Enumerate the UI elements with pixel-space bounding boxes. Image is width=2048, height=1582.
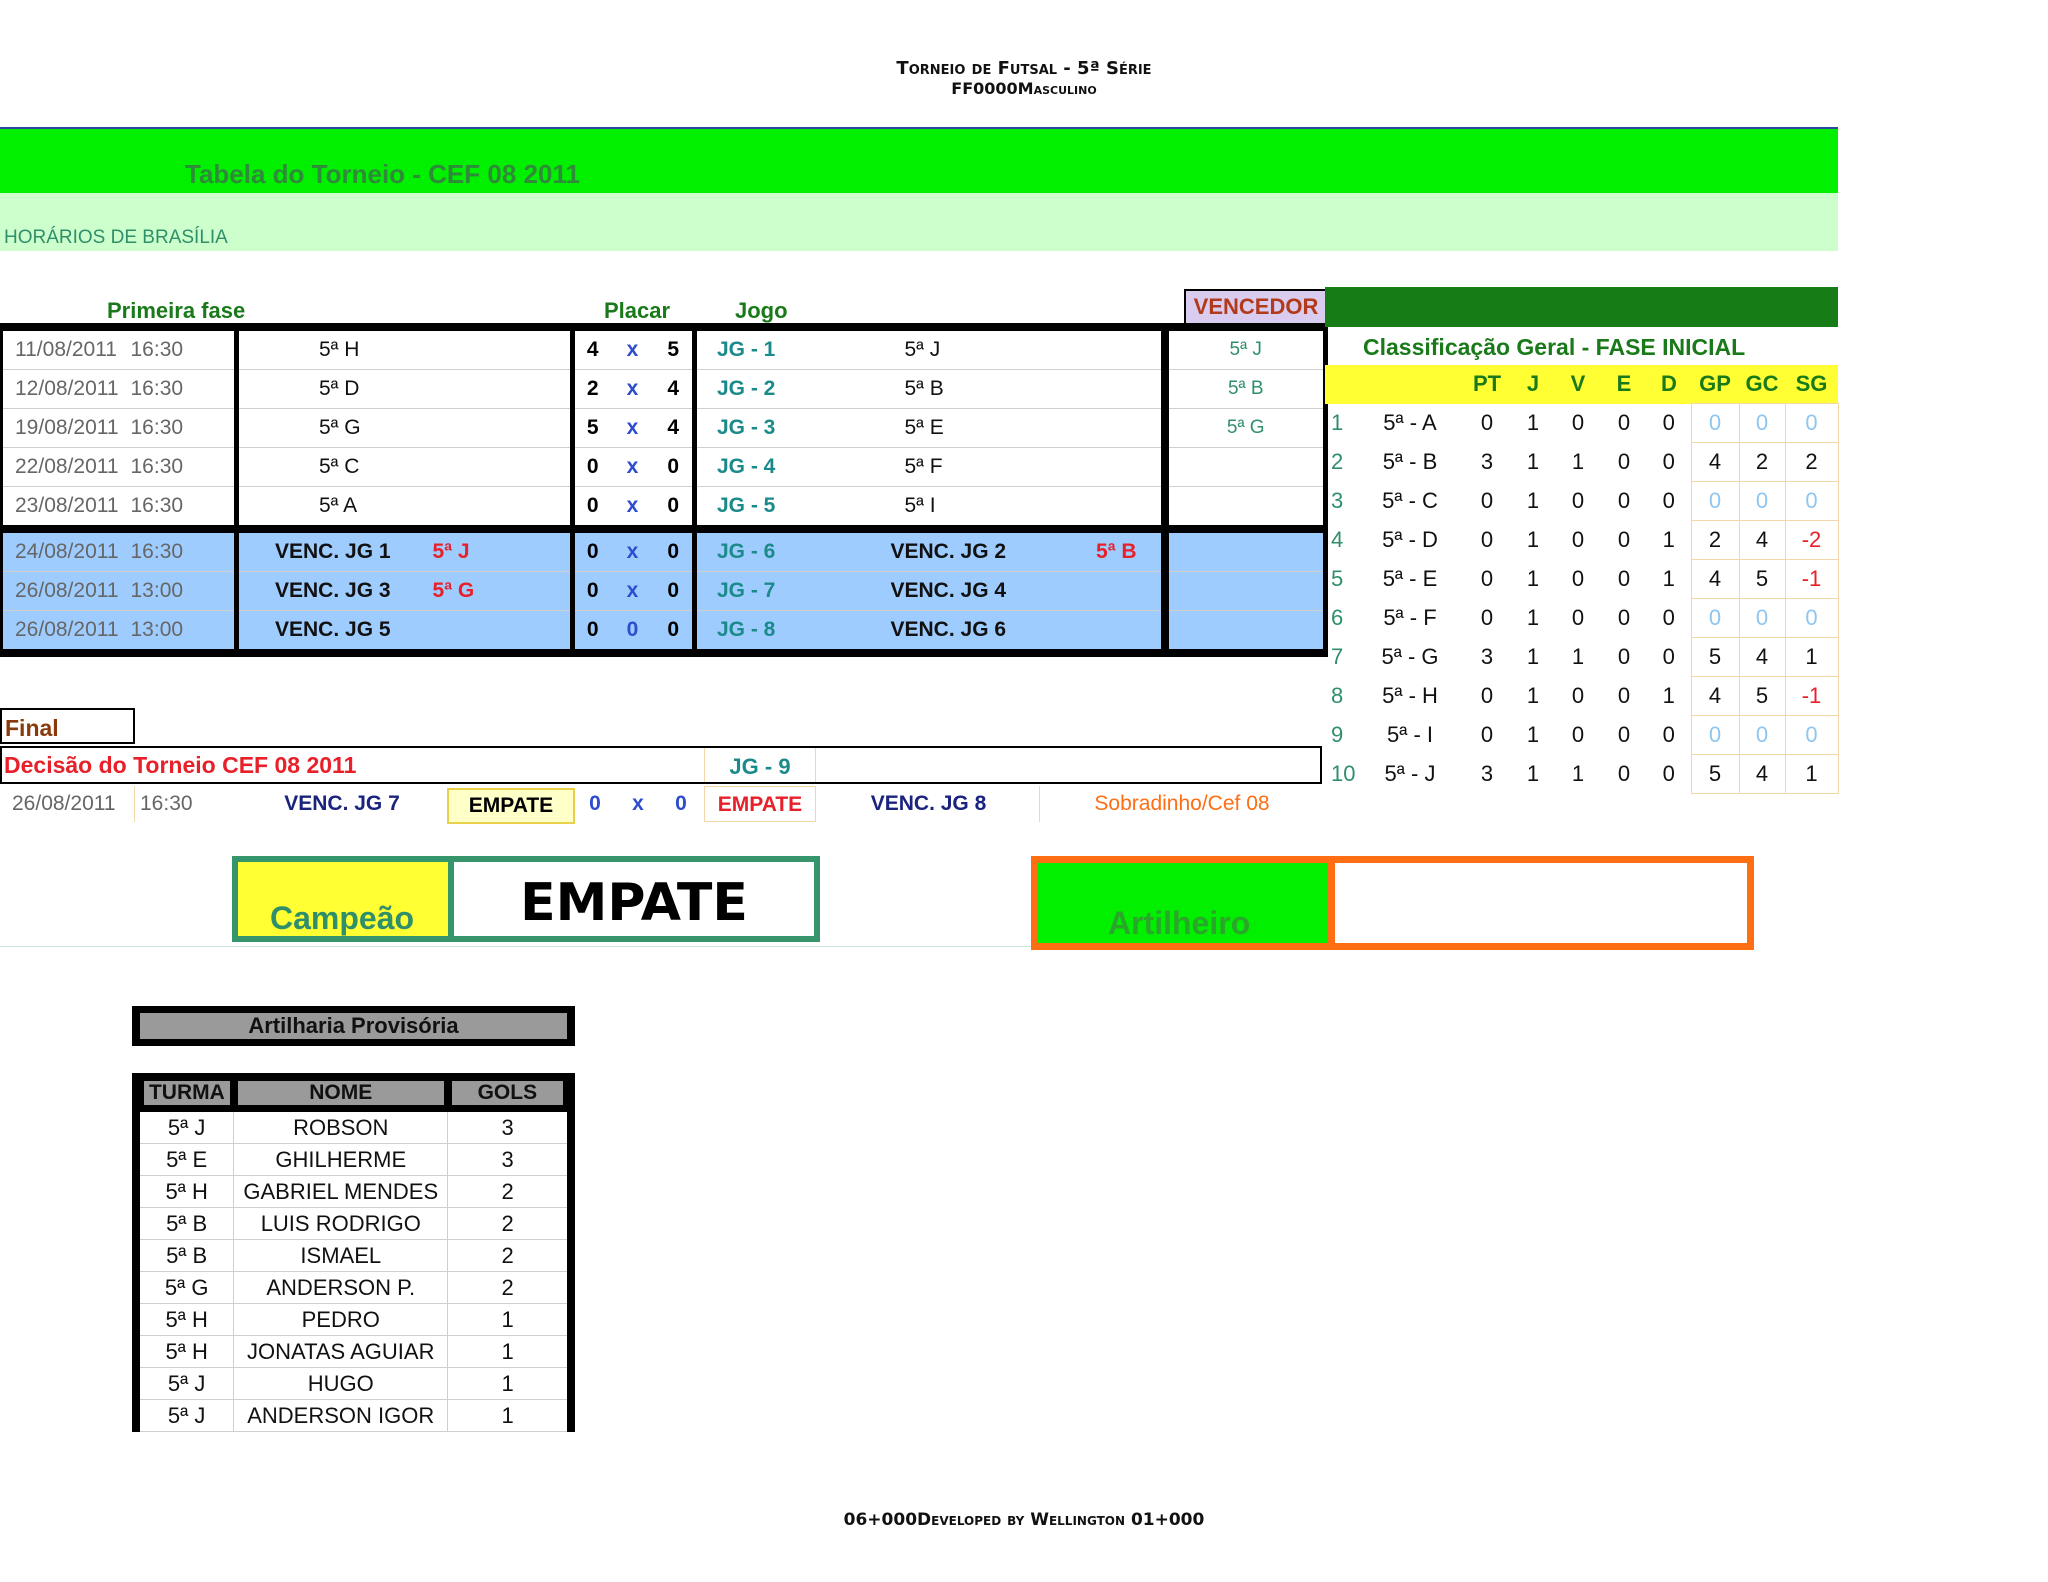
table-row: 5ª J ROBSON 3	[136, 1112, 571, 1144]
title-banner	[0, 127, 1838, 195]
table-row: 7 5ª - G 3 1 1 0 0 5 4 1	[1325, 638, 1838, 677]
classification-header-row: PT J V E D GP GC SG	[1325, 365, 1838, 404]
banner-title: Tabela do Torneio - CEF 08 2011	[185, 159, 580, 189]
table-row: 5ª J HUGO 1	[136, 1368, 571, 1400]
table-row: 6 5ª - F 0 1 0 0 0 0 0 0	[1325, 599, 1838, 638]
table-row: 22/08/2011 16:30 5ª C 0 x 0 JG - 4 5ª F	[2, 448, 1326, 487]
table-row: 4 5ª - D 0 1 0 0 1 2 4 -2	[1325, 521, 1838, 560]
final-game-id: JG - 9	[704, 748, 816, 782]
final-score-x: x	[632, 792, 644, 815]
final-home-result: EMPATE	[447, 788, 575, 824]
column-header-gols: GOLS	[452, 1081, 563, 1105]
final-home-team: VENC. JG 7	[284, 792, 400, 815]
final-score-away: 0	[675, 792, 687, 815]
table-row: 26/08/2011 13:00 VENC. JG 5 0 0 0 JG - 8 VENC. JG 6	[2, 611, 1326, 654]
banner-subtitle: HORÁRIOS DE BRASÍLIA	[4, 227, 228, 248]
table-row: 19/08/2011 16:30 5ª G 5 x 4 JG - 3 5ª E 5ª G	[2, 409, 1326, 448]
table-row: 12/08/2011 16:30 5ª D 2 x 4 JG - 2 5ª B 5ª B	[2, 370, 1326, 409]
placar-label: Placar	[604, 298, 671, 323]
scorers-header-row	[136, 1073, 571, 1112]
column-header-turma: TURMA	[144, 1081, 230, 1105]
final-title: Decisão do Torneio CEF 08 2011	[4, 752, 357, 778]
subtitle-banner	[0, 193, 1838, 251]
table-row: 1 5ª - A 0 1 0 0 0 0 0 0	[1325, 404, 1838, 443]
document-subtitle: FF0000Masculino	[951, 79, 1097, 98]
table-row: 5ª J ANDERSON IGOR 1	[136, 1400, 571, 1432]
table-row: 10 5ª - J 3 1 1 0 0 5 4 1	[1325, 755, 1838, 794]
champion-value: EMPATE	[520, 873, 748, 933]
table-row: 5ª B LUIS RODRIGO 2	[136, 1208, 571, 1240]
primeira-fase-label: Primeira fase	[107, 298, 246, 323]
table-row: 9 5ª - I 0 1 0 0 0 0 0 0	[1325, 716, 1838, 755]
final-time: 16:30	[140, 792, 193, 815]
final-location: Sobradinho/Cef 08	[1094, 792, 1270, 815]
table-row: 11/08/2011 16:30 5ª H 4 x 5 JG - 1 5ª J 5ª J	[2, 327, 1326, 370]
document-title: Torneio de Futsal - 5ª Série	[896, 58, 1152, 79]
table-row: 5ª B ISMAEL 2	[136, 1240, 571, 1272]
final-decision-bar	[0, 746, 1322, 784]
champion-box	[232, 856, 820, 942]
vencedor-header: VENCEDOR	[1184, 289, 1328, 325]
table-row: 5 5ª - E 0 1 0 0 1 4 5 -1	[1325, 560, 1838, 599]
jogo-label: Jogo	[735, 298, 788, 323]
divider	[0, 946, 1031, 947]
table-row: 24/08/2011 16:30 VENC. JG 1 5ª J 0 x 0 JG - 6 VENC. JG 2 5ª B	[2, 529, 1326, 572]
table-row: 5ª E GHILHERME 3	[136, 1144, 571, 1176]
table-row: 5ª H PEDRO 1	[136, 1304, 571, 1336]
classification-header-bar	[1325, 287, 1838, 327]
games-table	[0, 323, 1328, 657]
final-label: Final	[0, 708, 135, 744]
table-row: 26/08/2011 13:00 VENC. JG 3 5ª G 0 x 0 JG - 7 VENC. JG 4	[2, 572, 1326, 611]
scorers-table	[132, 1073, 575, 1432]
table-row: 2 5ª - B 3 1 1 0 0 4 2 2	[1325, 443, 1838, 482]
classification-table	[1325, 365, 1839, 794]
scorers-title: Artilharia Provisória	[140, 1013, 567, 1039]
top-scorer-box	[1031, 856, 1754, 950]
table-row: 23/08/2011 16:30 5ª A 0 x 0 JG - 5 5ª I	[2, 487, 1326, 530]
top-scorer-label: Artilheiro	[1108, 905, 1251, 941]
classification-title: Classificação Geral - FASE INICIAL	[1363, 334, 1746, 360]
table-row: 5ª H GABRIEL MENDES 2	[136, 1176, 571, 1208]
final-date: 26/08/2011	[0, 786, 135, 822]
champion-label: Campeão	[270, 900, 415, 936]
scorers-title-bar	[132, 1006, 575, 1046]
column-header-nome: NOME	[238, 1081, 444, 1105]
footer: 06+000Developed by Wellington 01+000	[843, 1510, 1205, 1530]
table-row: 8 5ª - H 0 1 0 0 1 4 5 -1	[1325, 677, 1838, 716]
table-row: 3 5ª - C 0 1 0 0 0 0 0 0	[1325, 482, 1838, 521]
final-away-team: VENC. JG 8	[818, 786, 1040, 822]
table-row: 5ª G ANDERSON P. 2	[136, 1272, 571, 1304]
table-row: 5ª H JONATAS AGUIAR 1	[136, 1336, 571, 1368]
final-score-home: 0	[589, 792, 601, 815]
final-away-result: EMPATE	[704, 786, 816, 822]
